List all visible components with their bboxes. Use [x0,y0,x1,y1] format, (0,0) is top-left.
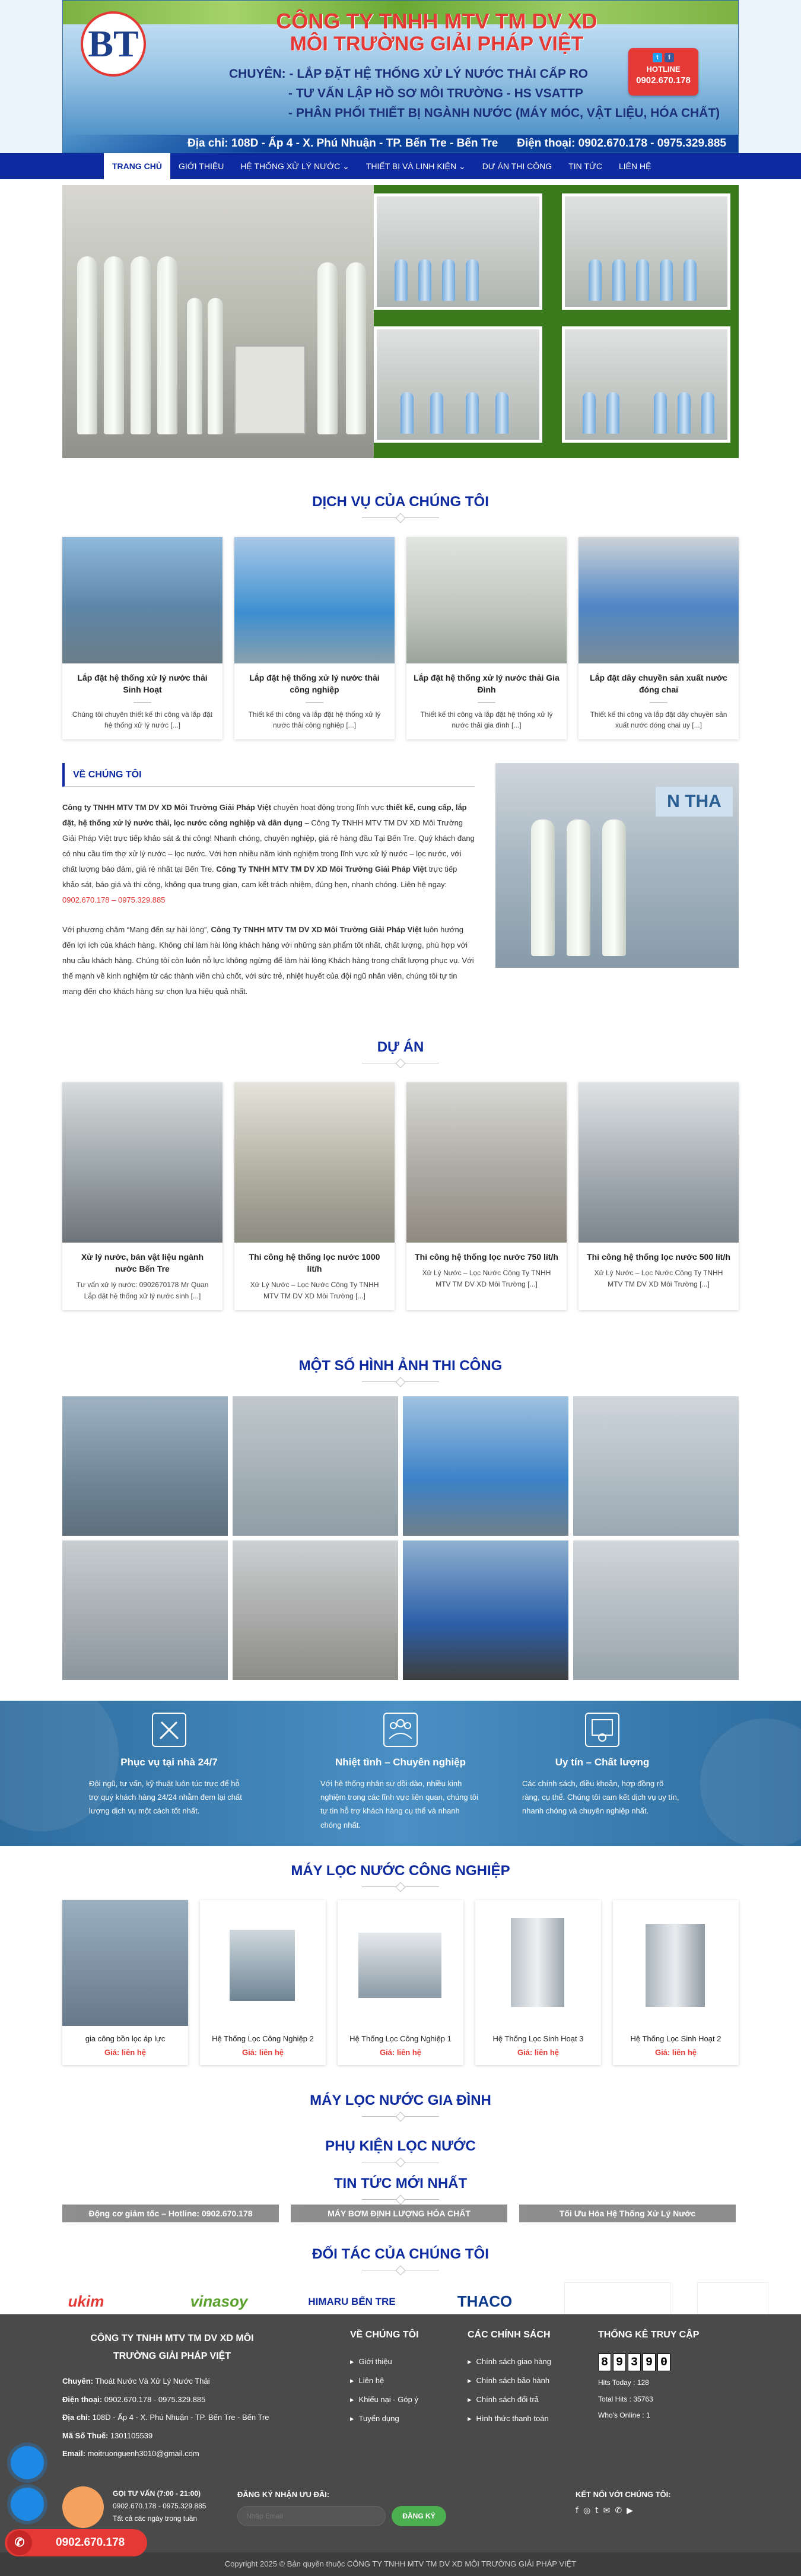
advisor-avatar [62,2486,104,2528]
header-phone: Điện thoại: 0902.670.178 - 0975.329.885 [517,137,726,150]
gallery-image[interactable] [573,1540,739,1680]
messenger-float-icon[interactable] [11,2446,44,2479]
advice-note: Tất cả các ngày trong tuần [113,2514,198,2523]
feature-title: Phục vụ tại nhà 24/7 [120,1756,218,1768]
company-logo[interactable] [81,11,146,77]
nav-contact[interactable]: LIÊN HỆ [618,161,651,171]
projects-cards [62,1082,739,1310]
subscribe-email-input[interactable] [237,2506,386,2526]
company-name-line2: MÔI TRƯỜNG GIẢI PHÁP VIỆT [290,33,584,55]
service-card-desc: Chúng tôi chuyên thiết kế thi công và lắp đặt hệ thống xử lý nước [...] [72,710,213,730]
about-image: N THA [495,763,739,968]
header-address: Địa chỉ: 108D - Ấp 4 - X. Phú Nhuận - TP. Bến Tre - Bến Tre [187,137,498,150]
services-cards [62,537,739,739]
advice-phone[interactable]: 0902.670.178 - 0975.329.885 [113,2502,206,2510]
features-band [0,1701,801,1846]
product-name[interactable]: gia công bồn lọc áp lực [85,2034,166,2043]
footer-policy-title: CÁC CHÍNH SÁCH [468,2330,551,2340]
site-header [0,0,801,153]
footer-about-title: VỀ CHÚNG TÔI [350,2330,419,2340]
service-line-2: - TƯ VẤN LẬP HỒ SƠ MÔI TRƯỜNG - HS VSATTP [288,87,583,100]
product-card[interactable] [475,1900,601,2065]
gallery-image[interactable] [62,1540,228,1680]
visit-counter: 8 9 3 9 0 [598,2353,699,2371]
about-phone-link[interactable]: 0902.670.178 – 0975.329.885 [62,895,166,904]
nav-equipment[interactable]: THIẾT BỊ VÀ LINH KIỆN ⌄ [365,161,466,171]
gallery-title: MỘT SỐ HÌNH ẢNH THI CÔNG [0,1358,801,1382]
footer-link[interactable]: ▸ Giới thiệu [350,2352,419,2371]
feature-desc: Các chính sách, điều khoản, hợp đồng rõ ràng, cụ thể. Chúng tôi cam kết dịch vụ uy tín, nhanh chóng và chuyên nghiệp nhất. [522,1778,679,1816]
header-banner [62,0,739,153]
service-line-3: - PHÂN PHỐI THIẾT BỊ NGÀNH NƯỚC (MÁY MÓC, VẬT LIỆU, HÓA CHẤT) [288,106,720,120]
feature-title: Nhiệt tình – Chuyên nghiệp [335,1756,466,1768]
footer-link[interactable]: ▸ Khiếu nại - Góp ý [350,2390,419,2409]
product-price: Giá: liên hệ [379,2047,422,2057]
product-name[interactable]: Hệ Thống Lọc Sinh Hoạt 3 [492,2034,584,2043]
project-card-desc: Xử Lý Nước – Lọc Nước Công Ty TNHH MTV TM DV XD Môi Trường [...] [422,1269,551,1288]
service-card[interactable] [406,537,567,739]
service-card-desc: Thiết kế thi công và lắp đặt hệ thống xử lý nước thải gia đình [...] [420,710,553,730]
feature-professional [320,1713,481,1832]
hero-thumb-3[interactable] [374,326,542,443]
service-card[interactable] [234,537,395,739]
facebook-icon[interactable]: f [665,53,674,62]
footer-stats-title: THỐNG KÊ TRUY CẬP [598,2330,700,2340]
gallery-image[interactable] [233,1396,398,1536]
project-card-title[interactable]: Thi công hệ thống lọc nước 750 lít/h [415,1252,558,1262]
twitter-icon[interactable]: t [653,53,662,62]
project-card[interactable] [234,1082,395,1310]
project-card-desc: Xử Lý Nước – Lọc Nước Công Ty TNHH MTV TM DV XD Môi Trường [...] [594,1269,723,1288]
email-icon[interactable]: ✉ [603,2506,611,2515]
phone-icon[interactable]: ✆ [615,2506,622,2515]
project-card[interactable] [406,1082,567,1310]
hero-slider[interactable] [62,185,739,458]
service-card-title[interactable]: Lắp đặt dây chuyền sản xuất nước đóng chai [590,673,727,695]
hotline-label: HOTLINE [646,65,681,74]
product-card[interactable] [200,1900,326,2065]
youtube-icon[interactable]: ▶ [627,2506,633,2515]
phone-icon: ✆ [7,2530,32,2555]
hotline-number[interactable]: 0902.670.178 [636,75,691,85]
gallery-image[interactable] [62,1396,228,1536]
service-card[interactable] [62,537,223,739]
gallery-image[interactable] [573,1396,739,1536]
nav-water-systems[interactable]: HỆ THỐNG XỬ LÝ NƯỚC ⌄ [240,161,349,171]
logo-text: BT [88,23,139,65]
gallery-image[interactable] [233,1540,398,1680]
zalo-float-icon[interactable] [11,2488,44,2521]
total-hits: Total Hits : 35763 [598,2394,653,2403]
product-price: Giá: liên hệ [517,2047,560,2057]
footer-company: CÔNG TY TNHH MTV TM DV XD MÔI TRƯỜNG GIẢI PHÁP VIỆT [90,2333,254,2362]
hits-today: Hits Today : 128 [598,2378,649,2387]
services-title: DỊCH VỤ CỦA CHÚNG TÔI [0,494,801,518]
hero-thumb-2[interactable] [562,193,730,310]
footer-link[interactable]: ▸ Tuyển dụng [350,2409,419,2428]
nav-about[interactable]: GIỚI THIỆU [179,161,224,171]
product-price: Giá: liên hệ [241,2047,284,2057]
online-count: Who's Online : 1 [598,2411,650,2420]
product-price: Giá: liên hệ [104,2047,147,2057]
news-title: TIN TỨC MỚI NHẤT [0,2175,801,2200]
product-card[interactable] [613,1900,739,2065]
twitter-icon[interactable]: t [595,2506,599,2515]
instagram-icon[interactable]: ◎ [583,2506,591,2515]
facebook-icon[interactable]: f [576,2506,578,2515]
subscribe-title: ĐĂNG KÝ NHẬN ƯU ĐÃI: [237,2490,330,2499]
about-heading: VỀ CHÚNG TÔI [62,763,475,787]
hero-thumb-4[interactable] [562,326,730,443]
footer-link[interactable]: ▸ Liên hệ [350,2371,419,2390]
service-card-title[interactable]: Lắp đặt hệ thống xử lý nước thải công nghiệp [249,673,380,695]
footer-link[interactable]: ▸ Hình thức thanh toán [468,2409,551,2428]
project-card-desc: Xử Lý Nước – Lọc Nước Công Ty TNHH MTV TM DV XD Môi Trường [...] [250,1281,379,1300]
gallery-image[interactable] [403,1540,568,1680]
feature-24-7 [89,1713,249,1818]
subscribe-button[interactable]: ĐĂNG KÝ [392,2506,446,2526]
nav-home[interactable]: TRANG CHỦ [104,153,170,179]
product-name[interactable]: Hệ Thống Lọc Công Nghiệp 1 [349,2034,452,2043]
footer-link[interactable]: ▸ Chính sách bảo hành [468,2371,551,2390]
product-card[interactable] [338,1900,463,2065]
nav-projects[interactable]: DỰ ÁN THI CÔNG [482,161,552,171]
project-card[interactable] [578,1082,739,1310]
family-title: MÁY LỌC NƯỚC GIA ĐÌNH [0,2092,801,2117]
news-item[interactable]: Động cơ giảm tốc – Hotline: 0902.670.178 [62,2205,279,2222]
company-name-line1: CÔNG TY TNHH MTV TM DV XD [276,9,597,33]
project-card-title[interactable]: Thi công hệ thống lọc nước 1000 lít/h [249,1252,380,1274]
partner-logo-vinasoy[interactable]: vinasoy [190,2292,248,2311]
service-card[interactable] [578,537,739,739]
product-price: Giá: liên hệ [654,2047,697,2057]
service-line-1: CHUYÊN: - LẮP ĐẶT HỆ THỐNG XỬ LÝ NƯỚC THẢI CẤP RO [229,67,589,81]
partner-logo-ukim[interactable]: ukim [68,2292,104,2311]
about-section [62,763,739,1027]
about-paragraph-1: Công ty TNHH MTV TM DV XD Môi Trường Giải Pháp Việt chuyên hoạt động trong lĩnh vực thiết kế, cung cấp, lắp đặt, hệ thống xử lý nước thải, lọc nước công nghiệp và dân dụng – Công Ty TNHH MTV TM DV XD Môi Trường Giải Pháp Việt trực tiếp khảo sát & thi công! Nhanh chóng, chuyên nghiệp, giá rẻ hàng đầu Tại Bến Tre. Quý khách đang có nhu cầu tìm thợ xử lý nước – lọc nước. Với hơn nhiều năm kinh nghiệm trong lĩnh vực xử lý nước – lọc nước, với chất lượng bảo đảm, giá rẻ nhất tại Bến Tre. Công Ty TNHH MTV TM DV XD Môi Trường Giải Pháp Việt trực tiếp khảo sát, báo giá và thi công, không qua trung gian, cam kết trách nhiệm, đúng hẹn, nhanh chóng. Liên hệ ngay: 0902.670.178 – 0975.329.885 [62,802,475,904]
address-bar [63,135,738,153]
hotline-box[interactable] [628,48,698,96]
certificate-icon [585,1713,619,1747]
gallery-image[interactable] [403,1396,568,1536]
feature-quality [522,1713,682,1818]
industrial-title: MÁY LỌC NƯỚC CÔNG NGHIỆP [0,1863,801,1887]
project-card-desc: Tư vấn xử lý nước: 0902670178 Mr Quan Lắp đặt hệ thống xử lý nước sinh [...] [76,1281,209,1300]
news-item[interactable]: Tối Ưu Hóa Hệ Thống Xử Lý Nước [519,2205,736,2222]
feature-title: Uy tín – Chất lượng [555,1756,650,1768]
advice-title: GỌI TƯ VẤN (7:00 - 21:00) [113,2489,201,2498]
connect-title: KẾT NỐI VỚI CHÚNG TÔI: [576,2490,671,2499]
tools-icon [152,1713,186,1747]
about-paragraph-2: Với phương châm “Mang đến sự hài lòng”, Công Ty TNHH MTV TM DV XD Môi Trường Giải Pháp Việt luôn hướng đến lợi ích của khách hàng. Không chỉ làm hài lòng khách hàng với những sản phẩm tốt nhất, chất lượng, phù hợp với nhu cầu khách hàng. Chúng tôi còn luôn nỗ lực không ngừng để làm hài lòng Khách hàng trong chất lượng phục vụ. Với thế mạnh về kinh nghiệm từ các thành viên chủ chốt, với sức trẻ, nhiệt huyết của đội ngũ nhân viên, chúng tôi tự tin mang đến cho khách hàng sự chọn lựa hiệu quả nhất. [62,925,474,996]
product-name[interactable]: Hệ Thống Lọc Sinh Hoạt 2 [630,2034,721,2043]
team-icon [383,1713,418,1747]
industrial-products [62,1900,739,2065]
partner-logo-himaru[interactable]: HIMARU BẾN TRE [308,2295,396,2307]
hero-main-image [62,185,374,458]
partners-title: ĐỐI TÁC CỦA CHÚNG TÔI [0,2246,801,2270]
footer-link[interactable]: ▸ Chính sách đổi trả [468,2390,551,2409]
service-card-desc: Thiết kế thi công và lắp đặt dây chuyền sản xuất nước đóng chai uy [...] [590,710,727,730]
main-nav [0,153,801,179]
call-float-button[interactable]: ✆ 0902.670.178 [5,2529,147,2556]
feature-desc: Đội ngũ, tư vấn, kỹ thuật luôn túc trực để hỗ trợ quý khách hàng 24/24 nhằm đem lại chất lượng dịch vụ một cách tốt nhất. [89,1778,242,1816]
hero-thumb-1[interactable] [374,193,542,310]
feature-desc: Với hệ thống nhân sự dồi dào, nhiều kinh nghiệm trong các lĩnh vực liên quan, chúng tôi tự tin hỗ trợ khách hàng cụ thể và nhanh chóng nhất. [320,1778,478,1829]
projects-title: DỰ ÁN [0,1039,801,1063]
nav-news[interactable]: TIN TỨC [568,161,602,171]
service-card-title[interactable]: Lắp đặt hệ thống xử lý nước thải Sinh Hoạt [77,673,208,695]
product-card[interactable] [62,1900,188,2065]
project-card[interactable] [62,1082,223,1310]
project-card-title[interactable]: Xử lý nước, bán vật liệu ngành nước Bến Tre [81,1252,204,1274]
service-card-title[interactable]: Lắp đặt hệ thống xử lý nước thải Gia Đình [414,673,560,695]
partner-logo-thaco[interactable]: THACO [457,2292,513,2311]
service-card-desc: Thiết kế thi công và lắp đặt hệ thống xử lý nước thải công nghiệp [...] [248,710,381,730]
gallery-grid [62,1396,739,1680]
product-name[interactable]: Hệ Thống Lọc Công Nghiệp 2 [212,2034,314,2043]
parts-title: PHỤ KIỆN LỌC NƯỚC [0,2138,801,2162]
project-card-title[interactable]: Thi công hệ thống lọc nước 500 lít/h [587,1252,730,1262]
news-list [62,2205,739,2222]
footer-link[interactable]: ▸ Chính sách giao hàng [468,2352,551,2371]
news-item[interactable]: MÁY BƠM ĐỊNH LƯỢNG HÓA CHẤT [291,2205,507,2222]
copyright: Copyright 2025 © Bản quyền thuộc CÔNG TY TNHH MTV TM DV XD MÔI TRƯỜNG GIẢI PHÁP VIỆT [0,2552,801,2576]
footer-contact: Chuyên: Thoát Nước Và Xử Lý Nước Thải Điện thoại: 0902.670.178 - 0975.329.885 Địa chỉ: 108D - Ấp 4 - X. Phú Nhuận - TP. Bến Tre - Bến Tre Mã Số Thuế: 1301105539 Email: moitruonguenh3010@gmail.com [62,2377,269,2459]
